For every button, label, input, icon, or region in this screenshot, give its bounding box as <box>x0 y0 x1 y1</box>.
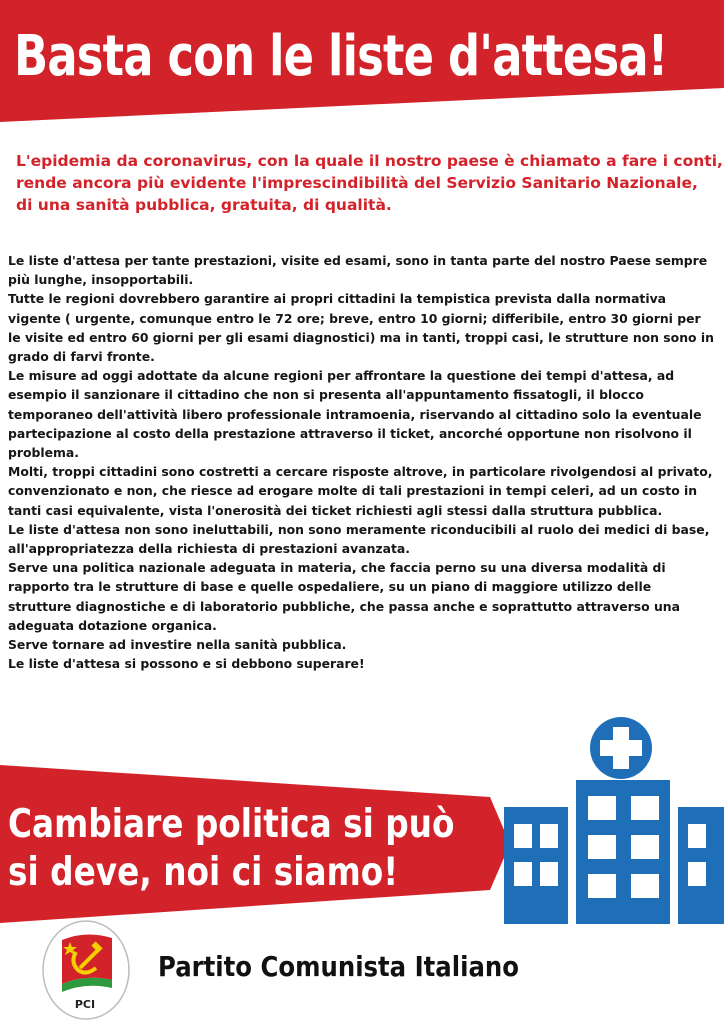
intro-line: L'epidemia da coronavirus, con la quale il nostro paese è chiamato a fare i conti, <box>16 152 723 170</box>
slogan-line-1: Cambiare politica si può <box>8 802 455 847</box>
body-paragraph: Serve una politica nazionale adeguata in materia, che faccia perno su una diversa modalità di rapporto tra le strutture di base e quelle ospedaliere, su un piano di maggiore utilizzo delle strutture diagnostiche e di laboratorio pubbliche, che passa anche e soprattutto attraverso una adeguata dotazione organica. <box>8 560 680 633</box>
body-paragraph: Le liste d'attesa non sono ineluttabili, non sono meramente riconducibili al ruolo dei medici di base, all'appropriatezza della richiesta di prestazioni avanzata. <box>8 521 710 557</box>
header-banner <box>0 0 724 122</box>
hospital-icon <box>504 712 724 924</box>
body-paragraph: Le liste d'attesa si possono e si debbono superare! <box>8 656 365 672</box>
party-name: Partito Comunista Italiano <box>158 950 519 983</box>
intro-text <box>16 150 723 216</box>
body-paragraph: Tutte le regioni dovrebbero garantire ai propri cittadini la tempistica prevista dalla normativa vigente ( urgente, comunque entro le 72 ore; breve, entro 10 giorni; differibile, entro 30 giorni per le visite ed entro 60 giorni per gli esami diagnostici) ma in tanti, troppi casi, le strutture non sono in grado di farvi fronte. <box>8 291 714 365</box>
body-text <box>8 251 714 673</box>
logo-text: PCI <box>74 998 96 1011</box>
body-paragraph: Le misure ad oggi adottate da alcune regioni per affrontare la questione dei tempi d'attesa, ad esempio il sanzionare il cittadino che non si presenta all'appuntamento fissatogli, il blocco temporaneo dell'attività libero professionale intramoenia, riservando al cittadino solo la eventuale partecipazione al costo della prestazione attraverso il ticket, ancorché opportune non risolvono il problema. <box>8 368 702 461</box>
slogan-line-2: si deve, noi ci siamo! <box>8 850 399 895</box>
intro-line: rende ancora più evidente l'imprescindibilità del Servizio Sanitario Nazionale, <box>16 174 698 192</box>
body-paragraph: Le liste d'attesa per tante prestazioni, visite ed esami, sono in tanta parte del nostro Paese sempre più lunghe, insopportabili. <box>8 253 708 288</box>
body-paragraph: Serve tornare ad investire nella sanità pubblica. <box>8 637 347 653</box>
page-title: Basta con le liste d'attesa! <box>14 24 668 89</box>
intro-line: di una sanità pubblica, gratuita, di qualità. <box>16 196 392 214</box>
slogan-text <box>8 801 454 897</box>
body-paragraph: Molti, troppi cittadini sono costretti a cercare risposte altrove, in particolare rivolgendosi al privato, convenzionato e non, che riesce ad erogare molte di tali prestazioni in tempi celeri, ad un costo in tanti casi equivalente, vista l'onerosità dei ticket richiesti agli stessi dalla struttura pubblica. <box>8 464 713 518</box>
slogan-banner <box>0 765 510 923</box>
